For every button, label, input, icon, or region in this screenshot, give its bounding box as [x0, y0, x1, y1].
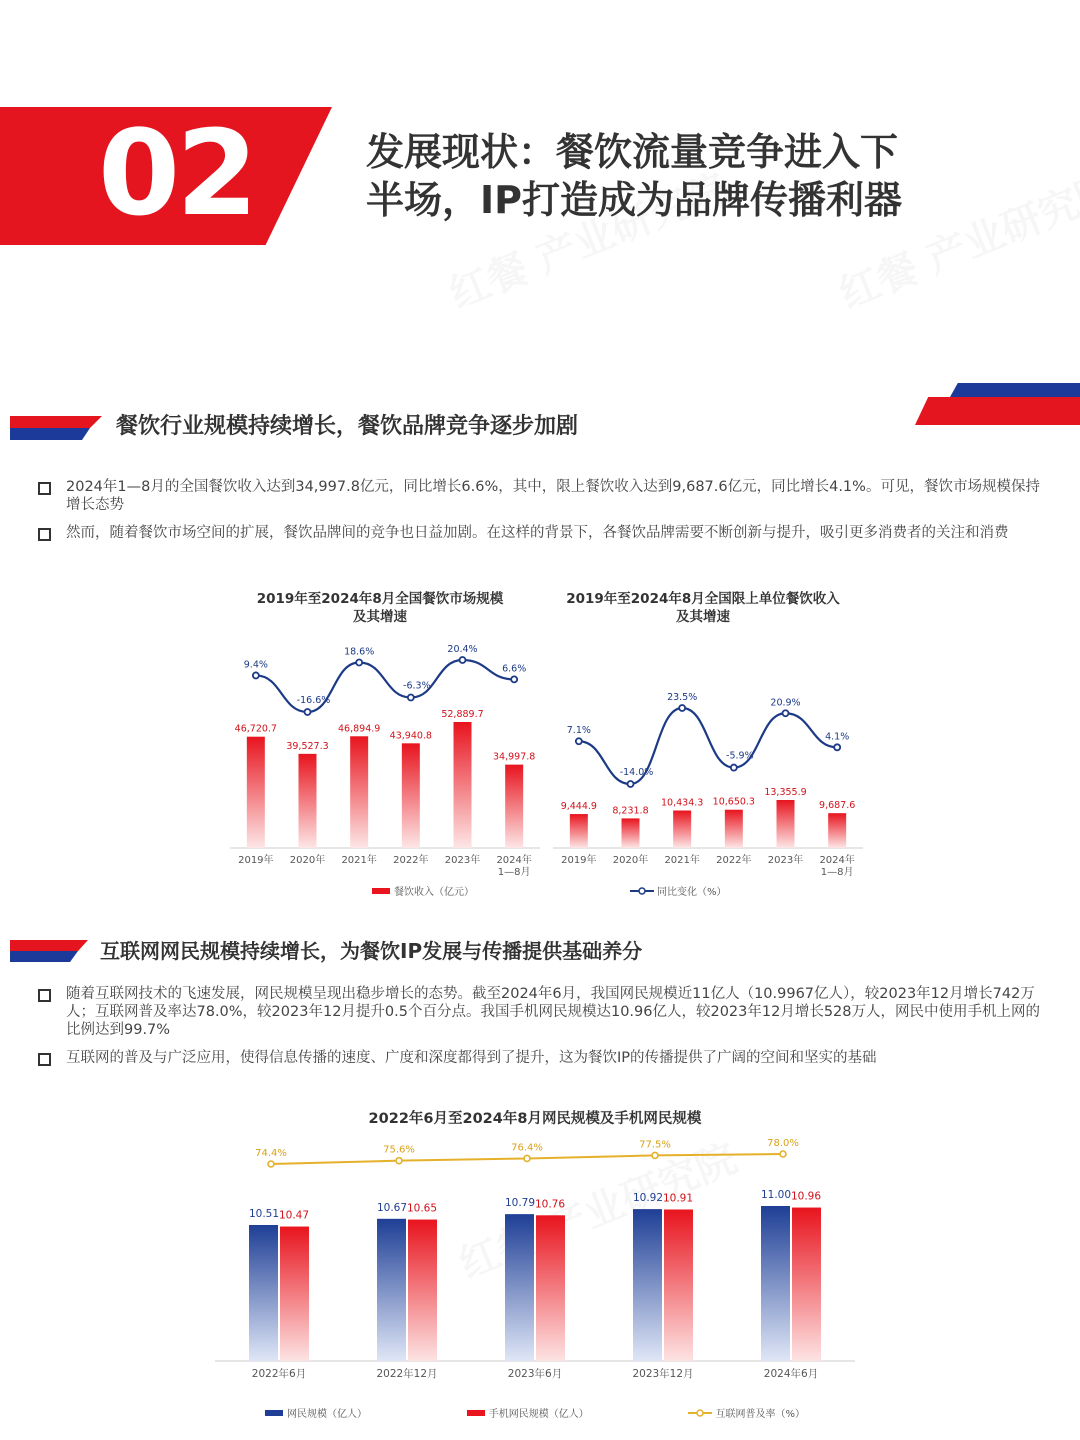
line-point: [356, 660, 362, 666]
legend-item-1: 网民规模（亿人）: [265, 1405, 367, 1420]
bar-value-label: 9,687.6: [819, 800, 856, 812]
legend-swatch-bar: [372, 888, 390, 894]
x-tick-label: 2024年: [819, 855, 855, 866]
line-point: [268, 1161, 274, 1167]
bar-value-label: 10.47: [278, 1209, 310, 1222]
line-value-label: 7.1%: [566, 725, 591, 737]
section2-flag: [10, 940, 88, 962]
bar-mobile-netizens: [664, 1209, 693, 1361]
bar-value-label: 10.76: [534, 1198, 566, 1211]
line-value-label: 18.6%: [344, 646, 375, 658]
line-value-label: 4.1%: [825, 731, 850, 743]
bar: [673, 811, 691, 849]
bar-value-label: 46,894.9: [338, 723, 381, 735]
chart3-legend: [265, 1405, 805, 1420]
bar: [402, 743, 420, 848]
bar-netizens: [249, 1225, 278, 1361]
bar-value-label: 10.67: [376, 1201, 408, 1214]
chart3-svg: [215, 1132, 855, 1390]
line-point: [628, 781, 634, 787]
bar-value-label: 10.91: [662, 1192, 694, 1205]
line-point: [511, 676, 517, 682]
line-point: [408, 695, 414, 701]
legend-line-icon: [688, 1409, 712, 1417]
line-point: [780, 1151, 786, 1157]
chart2-svg: [553, 630, 863, 880]
x-tick-label: 2020年: [289, 855, 326, 866]
bar-value-label: 13,355.9: [764, 787, 807, 798]
bullet-box-icon: [38, 528, 51, 541]
line-point: [460, 657, 466, 663]
bar: [828, 813, 846, 848]
x-tick-label: 2023年6月: [507, 1368, 563, 1380]
page-title-line2: 半场，IP打造成为品牌传播利器: [366, 178, 902, 222]
line-point: [576, 738, 582, 744]
bar-value-label: 10.92: [632, 1192, 664, 1205]
line-point: [253, 672, 259, 678]
x-tick-label: 2023年: [767, 855, 804, 866]
bar: [505, 765, 523, 848]
x-tick-label: 1—8月: [820, 867, 854, 878]
section2-bullet-1: 随着互联网技术的飞速发展，网民规模呈现出稳步增长的态势。截至2024年6月，我国网民规模近11亿人（10.9967亿人），较2023年12月增长742万人；互联网普及率达78.0%，较2023年12月提升0.5个百分点。我国手机网民规模达10.96亿人，较2023年12月增长528万人，网民中使用手机上网的比例达到99.7%: [38, 985, 1048, 1039]
bar: [247, 737, 265, 848]
bar-value-label: 46,720.7: [234, 723, 277, 735]
section1-bullet-2: 然而，随着餐饮市场空间的扩展，餐饮品牌间的竞争也日益加剧。在这样的背景下，各餐饮品牌需要不断创新与提升，吸引更多消费者的关注和消费: [38, 524, 1048, 542]
line-value-label: 20.4%: [447, 644, 478, 655]
x-tick-label: 2022年: [716, 855, 752, 866]
line-point: [783, 710, 789, 716]
x-tick-label: 2022年: [393, 855, 429, 866]
bar-value-label: 11.00: [760, 1189, 792, 1201]
line-value-label: 74.4%: [255, 1148, 287, 1159]
page-title-line1: 发展现状：餐饮流量竞争进入下: [366, 130, 899, 174]
bar: [454, 722, 472, 848]
line-value-label: -16.6%: [296, 695, 331, 706]
x-tick-label: 1—8月: [497, 867, 531, 878]
decor-stripe-red: [915, 397, 1080, 425]
x-tick-label: 2024年: [496, 855, 532, 866]
chart2-legend: 同比变化（%）: [630, 883, 727, 898]
chart1-legend: 餐饮收入（亿元）: [372, 883, 474, 898]
bar-value-label: 34,997.8: [493, 751, 536, 763]
line-value-label: -14.0%: [619, 767, 654, 778]
bar-value-label: 8,231.8: [612, 805, 649, 817]
bar-value-label: 10,650.3: [712, 796, 755, 808]
legend-swatch-blue: [265, 1410, 283, 1416]
line-value-label: 6.6%: [502, 663, 527, 675]
x-tick-label: 2019年: [238, 855, 274, 866]
line-point: [652, 1152, 658, 1158]
bar-mobile-netizens: [408, 1220, 437, 1361]
bar: [299, 754, 317, 848]
bullet-box-icon: [38, 989, 51, 1002]
line-point: [834, 744, 840, 750]
line-value-label: 76.4%: [511, 1142, 543, 1154]
x-tick-label: 2021年: [341, 855, 377, 866]
line-value-label: 75.6%: [383, 1144, 415, 1156]
page-title: [366, 128, 1066, 224]
line-value-label: 9.4%: [243, 659, 268, 671]
section-number: 02: [98, 104, 255, 242]
section1-bullet-1: 2024年1—8月的全国餐饮收入达到34,997.8亿元，同比增长6.6%，其中，限上餐饮收入达到9,687.6亿元，同比增长4.1%。可见，餐饮市场规模保持增长态势: [38, 478, 1048, 514]
bar-netizens: [761, 1206, 790, 1361]
bar-netizens: [505, 1214, 534, 1361]
bar-value-label: 10.79: [504, 1197, 536, 1210]
line-value-label: -6.3%: [403, 680, 431, 692]
bar-value-label: 9,444.9: [560, 801, 597, 813]
chart2-title: 2019年至2024年8月全国限上单位餐饮收入 及其增速: [566, 591, 840, 625]
chart1-svg: [230, 630, 540, 880]
line-point: [305, 709, 311, 715]
bar-mobile-netizens: [792, 1208, 821, 1361]
section1-title: 餐饮行业规模持续增长，餐饮品牌竞争逐步加剧: [116, 414, 579, 439]
x-tick-label: 2023年12月: [632, 1368, 694, 1380]
x-tick-label: 2020年: [612, 855, 649, 866]
growth-line: [256, 660, 514, 712]
section2-title: 互联网网民规模持续增长，为餐饮IP发展与传播提供基础养分: [100, 939, 643, 963]
chart1-title: 2019年至2024年8月全国餐饮市场规模 及其增速: [256, 591, 504, 625]
bar-netizens: [377, 1219, 406, 1361]
bar-value-label: 10.51: [248, 1207, 280, 1220]
section2-bullet-2: 互联网的普及与广泛应用，使得信息传播的速度、广度和深度都得到了提升，这为餐饮IP的传播提供了广阔的空间和坚实的基础: [38, 1049, 1048, 1067]
line-point: [679, 705, 685, 711]
line-value-label: 20.9%: [770, 697, 801, 709]
section1-flag: [10, 416, 102, 440]
legend-swatch-red: [467, 1410, 485, 1416]
bar: [777, 800, 795, 848]
bar-mobile-netizens: [536, 1215, 565, 1361]
line-point: [524, 1155, 530, 1161]
x-tick-label: 2021年: [664, 855, 700, 866]
line-point: [731, 765, 737, 771]
bar-value-label: 10.96: [790, 1190, 822, 1203]
bar: [570, 814, 588, 848]
bullet-box-icon: [38, 1053, 51, 1066]
bar-value-label: 10.65: [406, 1202, 438, 1215]
bar-value-label: 39,527.3: [286, 740, 329, 752]
line-value-label: 78.0%: [767, 1138, 799, 1149]
bar-netizens: [633, 1209, 662, 1361]
legend-line-icon: [630, 887, 654, 895]
x-tick-label: 2022年6月: [251, 1368, 307, 1380]
bar-value-label: 52,889.7: [441, 709, 484, 720]
bar: [622, 818, 640, 848]
line-value-label: -5.9%: [726, 750, 754, 762]
bar: [350, 736, 368, 848]
bar-mobile-netizens: [280, 1227, 309, 1361]
bar-value-label: 10,434.3: [661, 797, 704, 809]
growth-line: [579, 708, 837, 784]
bar: [725, 810, 743, 848]
legend-item-3: 互联网普及率（%）: [688, 1405, 805, 1420]
line-value-label: 77.5%: [639, 1139, 671, 1151]
bullet-box-icon: [38, 482, 51, 495]
bar-value-label: 43,940.8: [389, 730, 432, 742]
x-tick-label: 2023年: [444, 855, 481, 866]
line-value-label: 23.5%: [667, 692, 698, 703]
chart3-title: 2022年6月至2024年8月网民规模及手机网民规模: [368, 1111, 702, 1127]
x-tick-label: 2019年: [561, 855, 597, 866]
x-tick-label: 2022年12月: [376, 1368, 438, 1380]
legend-item-2: 手机网民规模（亿人）: [467, 1405, 589, 1420]
decor-stripe-blue: [950, 383, 1080, 397]
x-tick-label: 2024年6月: [763, 1368, 819, 1380]
line-point: [396, 1158, 402, 1164]
